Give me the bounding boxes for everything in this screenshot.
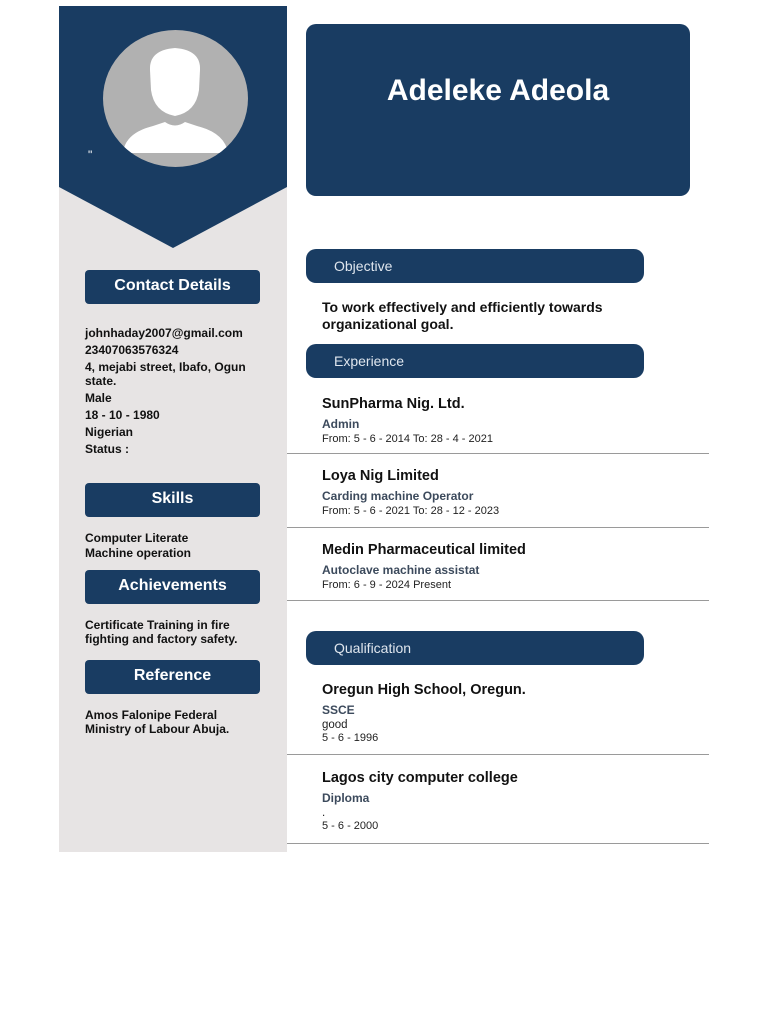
sidebar-header [59, 6, 287, 187]
skills-heading: Skills [85, 483, 260, 517]
experience-role: Autoclave machine assistat [322, 563, 480, 577]
contact-phone: 23407063576324 [85, 343, 179, 357]
contact-email: johnhaday2007@gmail.com [85, 326, 243, 340]
experience-entry [322, 542, 702, 591]
contact-status: Status : [85, 442, 130, 456]
candidate-name: Adeleke Adeola [386, 74, 610, 107]
experience-entry [322, 396, 702, 445]
skills-list [85, 531, 265, 561]
skill-item: Computer Literate [85, 531, 189, 545]
qualification-entry [322, 682, 702, 744]
experience-dates: From: 5 - 6 - 2021 To: 28 - 12 - 2023 [322, 505, 500, 517]
skill-item: Machine operation [85, 546, 192, 560]
qualification-school: Oregun High School, Oregun. [322, 682, 526, 698]
achievements-heading: Achievements [85, 570, 260, 604]
qualification-grade: good [322, 719, 348, 731]
sidebar [59, 6, 287, 852]
experience-dates: From: 6 - 9 - 2024 Present [322, 579, 451, 591]
qualification-date: 5 - 6 - 1996 [322, 732, 379, 744]
section-divider [287, 453, 709, 454]
person-silhouette-icon [103, 30, 248, 167]
objective-text: To work effectively and efficiently towards organizational goal. [322, 299, 603, 332]
qualification-heading: Qualification [306, 631, 644, 665]
experience-role: Carding machine Operator [322, 489, 474, 503]
qualification-date: 5 - 6 - 2000 [322, 820, 379, 832]
objective-heading: Objective [306, 249, 644, 283]
contact-dob: 18 - 10 - 1980 [85, 408, 160, 422]
contact-nationality: Nigerian [85, 425, 134, 439]
contact-details-heading: Contact Details [85, 270, 260, 304]
contact-address: 4, mejabi street, Ibafo, Ogun state. [85, 360, 246, 388]
qualification-grade: . [322, 807, 326, 819]
contact-gender: Male [85, 391, 112, 405]
photo-quote-mark: " [88, 148, 93, 162]
experience-company: SunPharma Nig. Ltd. [322, 396, 465, 412]
avatar [103, 30, 248, 167]
name-banner [306, 24, 690, 196]
reference-text: Amos Falonipe Federal Ministry of Labour Abuja. [85, 708, 230, 736]
section-divider [287, 754, 709, 755]
experience-company: Loya Nig Limited [322, 468, 439, 484]
reference-heading: Reference [85, 660, 260, 694]
qualification-award: Diploma [322, 791, 370, 805]
experience-entry [322, 468, 702, 517]
section-divider [287, 843, 709, 844]
qualification-entry [322, 770, 702, 832]
experience-heading: Experience [306, 344, 644, 378]
experience-dates: From: 5 - 6 - 2014 To: 28 - 4 - 2021 [322, 433, 493, 445]
achievements-text: Certificate Training in fire fighting and factory safety. [85, 618, 238, 646]
sidebar-chevron-banner [59, 187, 287, 248]
qualification-award: SSCE [322, 703, 355, 717]
contact-details-list [85, 326, 265, 459]
experience-company: Medin Pharmaceutical limited [322, 542, 526, 558]
experience-role: Admin [322, 417, 360, 431]
qualification-school: Lagos city computer college [322, 770, 518, 786]
section-divider [287, 600, 709, 601]
section-divider [287, 527, 709, 528]
